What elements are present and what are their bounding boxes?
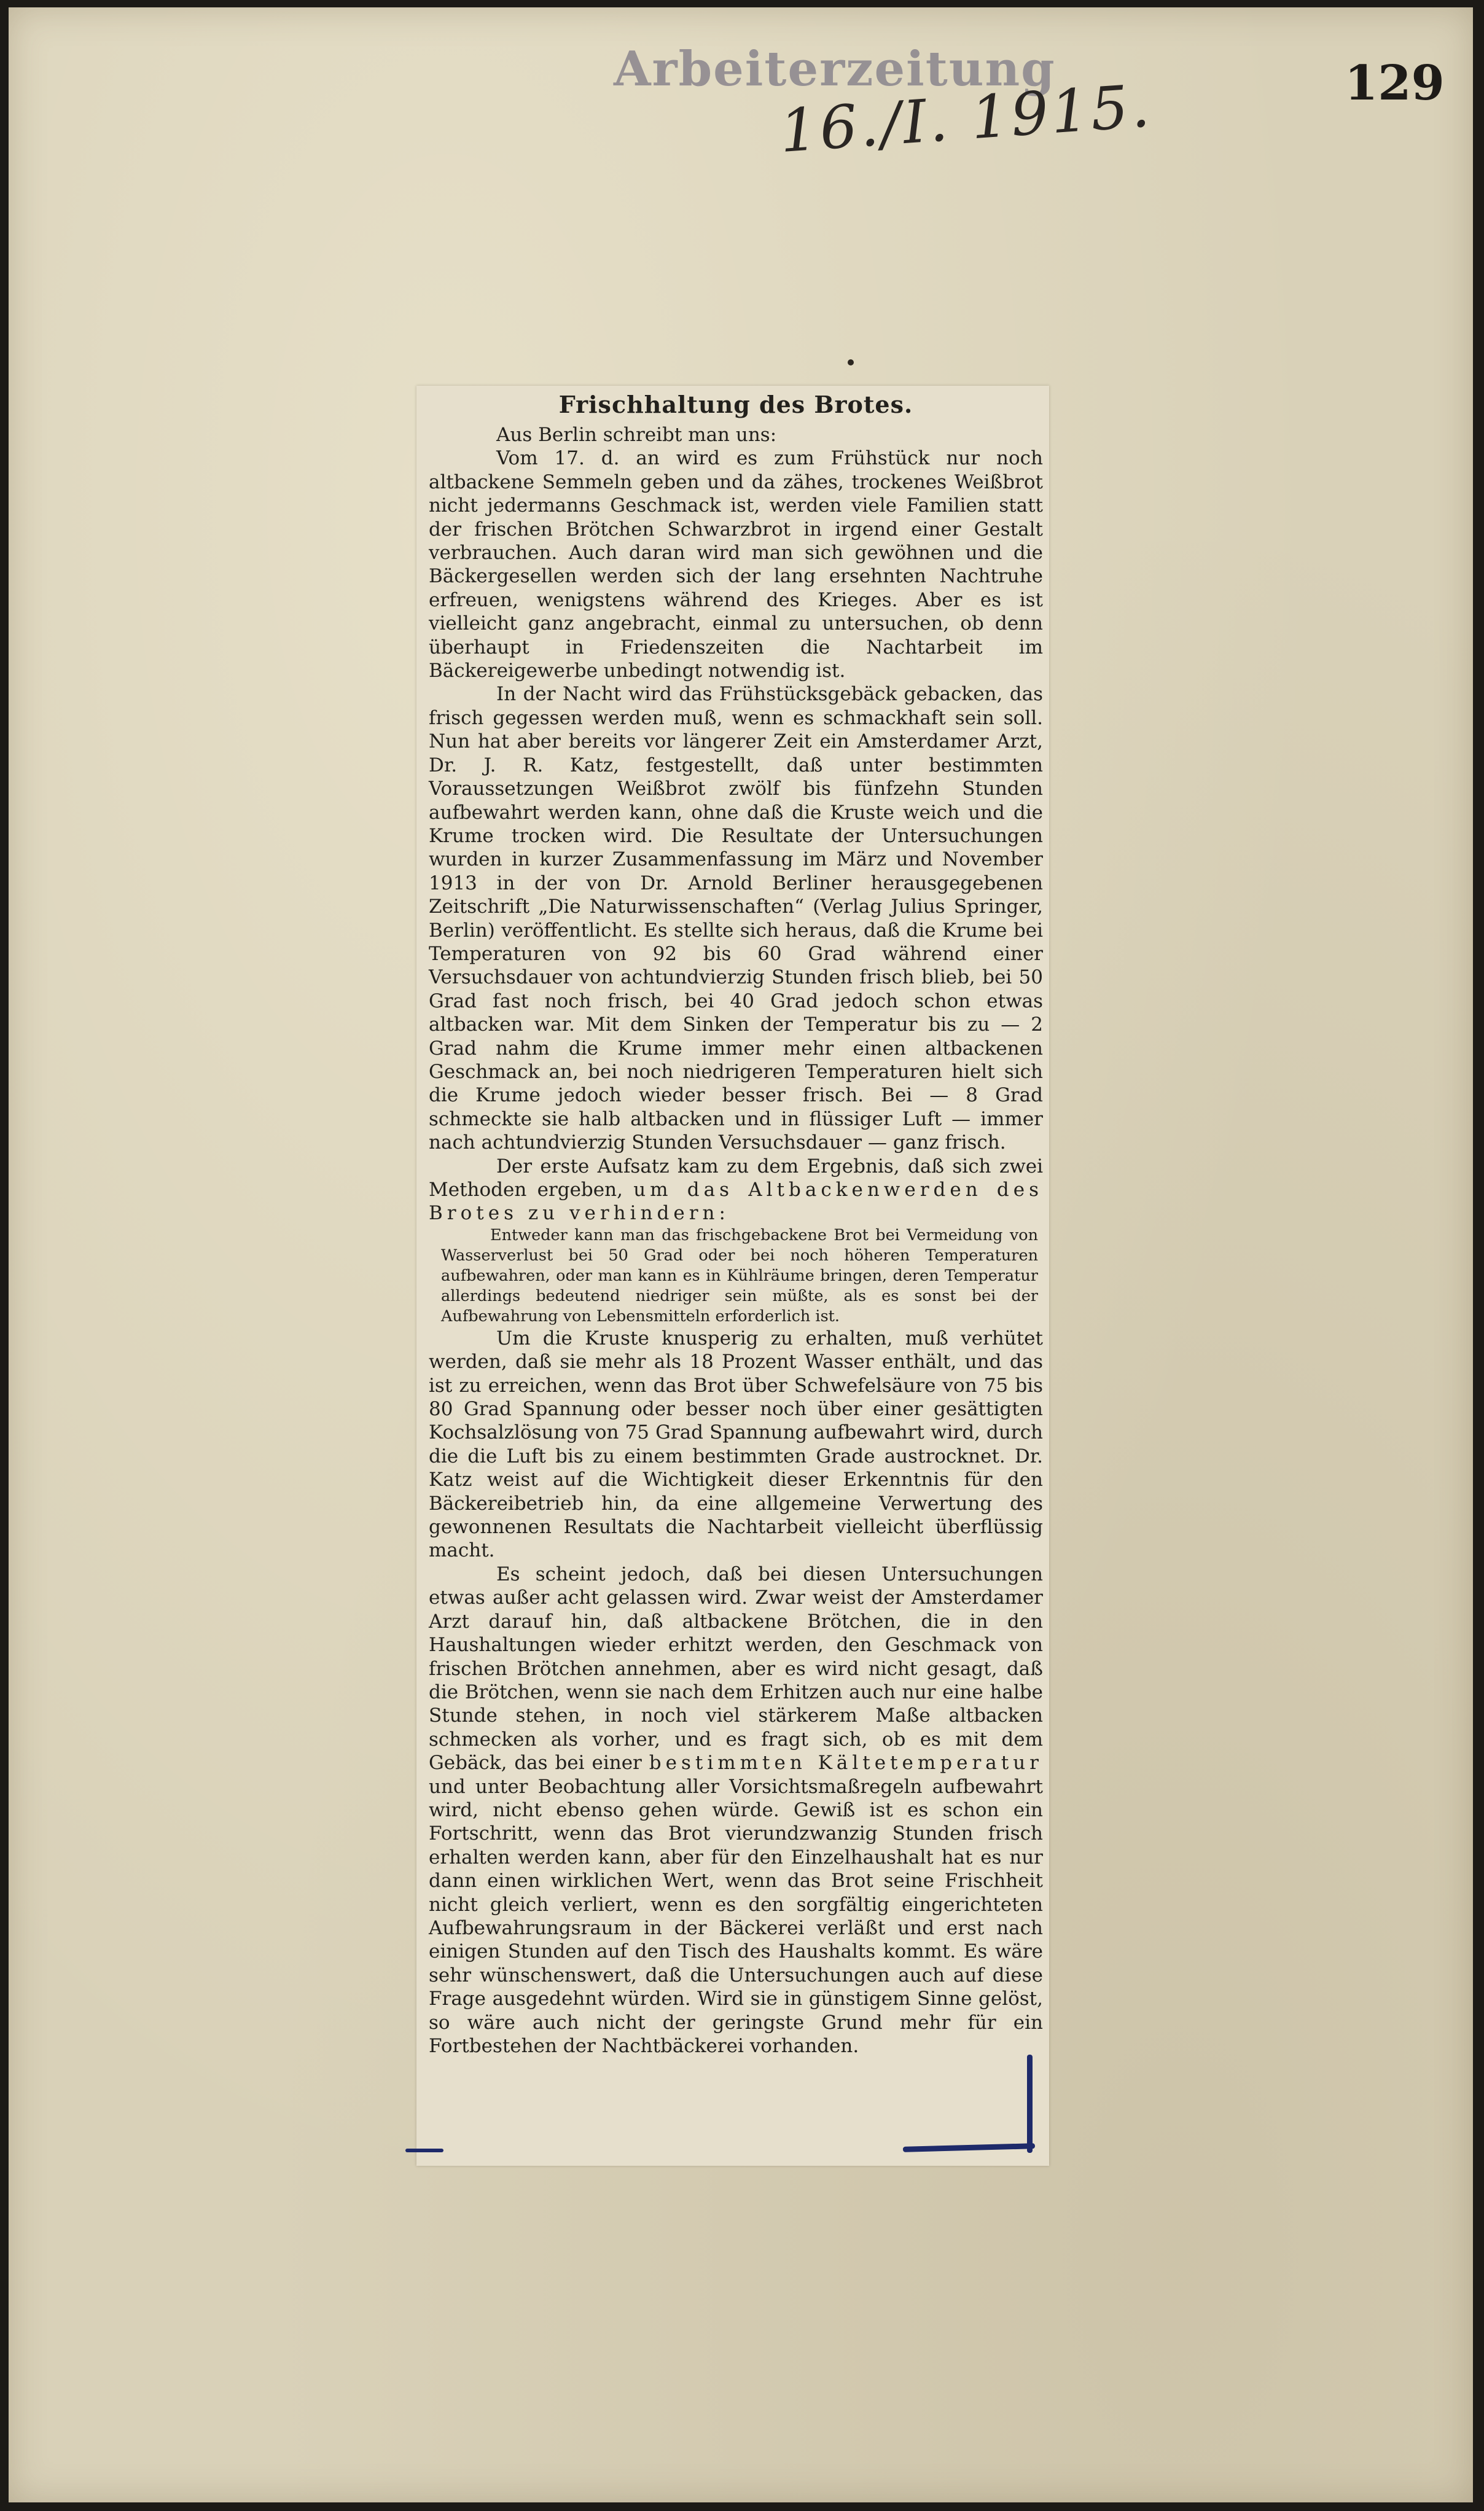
paragraph-3-lead: Der erste Aufsatz kam zu dem Ergebnis, daß sich zwei Methoden ergeben, (429, 1155, 1043, 1201)
article-dateline: Aus Berlin schreibt man uns: (496, 424, 777, 446)
article-paragraph-1: Vom 17. d. an wird es zum Frühstück nur noch altbackene Semmeln geben und da zähes, trockenes Weißbrot nicht jedermanns Geschmack ist, werden viele Familien statt der frischen Brötchen Schwarzbrot in irgend einer Gestalt verbrauchen. Auch daran wird man sich gewöhnen und die Bäckergesellen werden sich der lang ersehnten Nachtruhe erfreuen, wenigstens während des Krieges. Aber es ist vielleicht ganz angebracht, einmal zu untersuchen, ob denn überhaupt in Friedenszeiten die Nachtarbeit im Bäckereigewerbe unbedingt notwendig ist. (429, 447, 1043, 682)
blue-pencil-underline (405, 2149, 443, 2152)
blue-pencil-mark-side (1027, 2055, 1033, 2153)
paragraph-5-spaced: bestimmten Kältetemperatur (649, 1752, 1043, 1775)
article-smallprint-quote: Entweder kann man das frischgebackene Brot bei Vermeidung von Wasserverlust bei 50 Grad oder bei noch höheren Temperaturen aufbewahren, oder man kann es in Kühlräume bringen, deren Temperatur allerdings bedeutend niedriger sein müßte, als es sonst bei der Aufbewahrung von Lebensmitteln erforderlich ist. (441, 1225, 1038, 1326)
ink-dot (848, 359, 854, 365)
paragraph-5-rest: und unter Beobachtung aller Vorsichtsmaßregeln aufbewahrt wird, nicht ebenso gehen würde. Gewiß ist es schon ein Fortschritt, wenn das Brot vierundzwanzig Stunden frisch erhalten werden kann, aber für den Einzelhaushalt hat es nur dann einen wirklichen Wert, wenn das Brot seine Frischheit nicht gleich verliert, wenn es den sorgfältig eingerichteten Aufbewahrungsraum in der Bäckerei verläßt und erst nach einigen Stunden auf den Tisch des Haushalts kommt. Es wäre sehr wünschenswert, daß die Untersuchungen auch auf diese Frage ausgedehnt würden. Wird sie in günstigem Sinne gelöst, so wäre auch nicht der geringste Grund mehr für ein Fortbestehen der Nachtbäckerei vorhanden. (429, 1775, 1043, 2057)
newspaper-clipping (416, 386, 1049, 2166)
article-paragraph-4: Um die Kruste knusperig zu erhalten, muß verhütet werden, daß sie mehr als 18 Prozent Wasser enthält, und das ist zu erreichen, wenn das Brot über Schwefelsäure von 75 bis 80 Grad Spannung oder besser noch über einer gesättigten Kochsalzlösung von 75 Grad Spannung aufbewahrt wird, durch die die Luft bis zu einem bestimmten Grade austrocknet. Dr. Katz weist auf die Wichtigkeit dieser Erkenntnis für den Bäckereibetrieb hin, da eine allgemeine Verwertung des gewonnenen Resultats die Nachtarbeit vielleicht überflüssig macht. (429, 1327, 1043, 1562)
handwritten-date: 16./I. 1915. (777, 71, 1154, 166)
page-number: 129 (1345, 55, 1445, 111)
article-paragraph-3 (429, 1155, 1043, 1225)
article-paragraph-2: In der Nacht wird das Frühstücksgebäck gebacken, das frisch gegessen werden muß, wenn es schmackhaft sein soll. Nun hat aber bereits vor längerer Zeit ein Amsterdamer Arzt, Dr. J. R. Katz, festgestellt, daß unter bestimmten Voraussetzungen Weißbrot zwölf bis fünfzehn Stunden aufbewahrt werden kann, ohne daß die Kruste weich und die Krume trocken wird. Die Resultate der Untersuchungen wurden in kurzer Zusammenfassung im März und November 1913 in der von Dr. Arnold Berliner herausgegebenen Zeitschrift „Die Naturwissenschaften“ (Verlag Julius Springer, Berlin) veröffentlicht. Es stellte sich heraus, daß die Krume bei Temperaturen von 92 bis 60 Grad während einer Versuchsdauer von achtundvierzig Stunden frisch blieb, bei 50 Grad fast noch frisch, bei 40 Grad jedoch schon etwas altbacken war. Mit dem Sinken der Temperatur bis zu — 2 Grad nahm die Krume immer mehr einen altbackenen Geschmack an, bei noch niedrigeren Temperaturen hielt sich die Krume jedoch wieder besser frisch. Bei — 8 Grad schmeckte sie halb altbacken und in flüssiger Luft — immer nach achtundvierzig Stunden Versuchsdauer — ganz frisch. (429, 683, 1043, 1154)
article-title: Frischhaltung des Brotes. (558, 391, 913, 418)
article-paragraph-5 (429, 1563, 1043, 2058)
newspaper-stamp: Arbeiterzeitung (614, 41, 1056, 97)
paragraph-3-spaced: um das Altbackenwerden des Brotes zu verhindern: (429, 1179, 1044, 1225)
paragraph-5-lead: Es scheint jedoch, daß bei diesen Untersuchungen etwas außer acht gelassen wird. Zwar weist der Amsterdamer Arzt darauf hin, daß altbackene Brötchen, die in den Haushaltungen wieder erhitzt werden, den Geschmack von frischen Brötchen annehmen, aber es wird nicht gesagt, daß die Brötchen, wenn sie nach dem Erhitzen auch nur eine halbe Stunde stehen, in noch viel stärkerem Maße altbacken schmecken als vorher, und es fragt sich, ob es mit dem Gebäck, das bei einer (429, 1563, 1043, 1775)
